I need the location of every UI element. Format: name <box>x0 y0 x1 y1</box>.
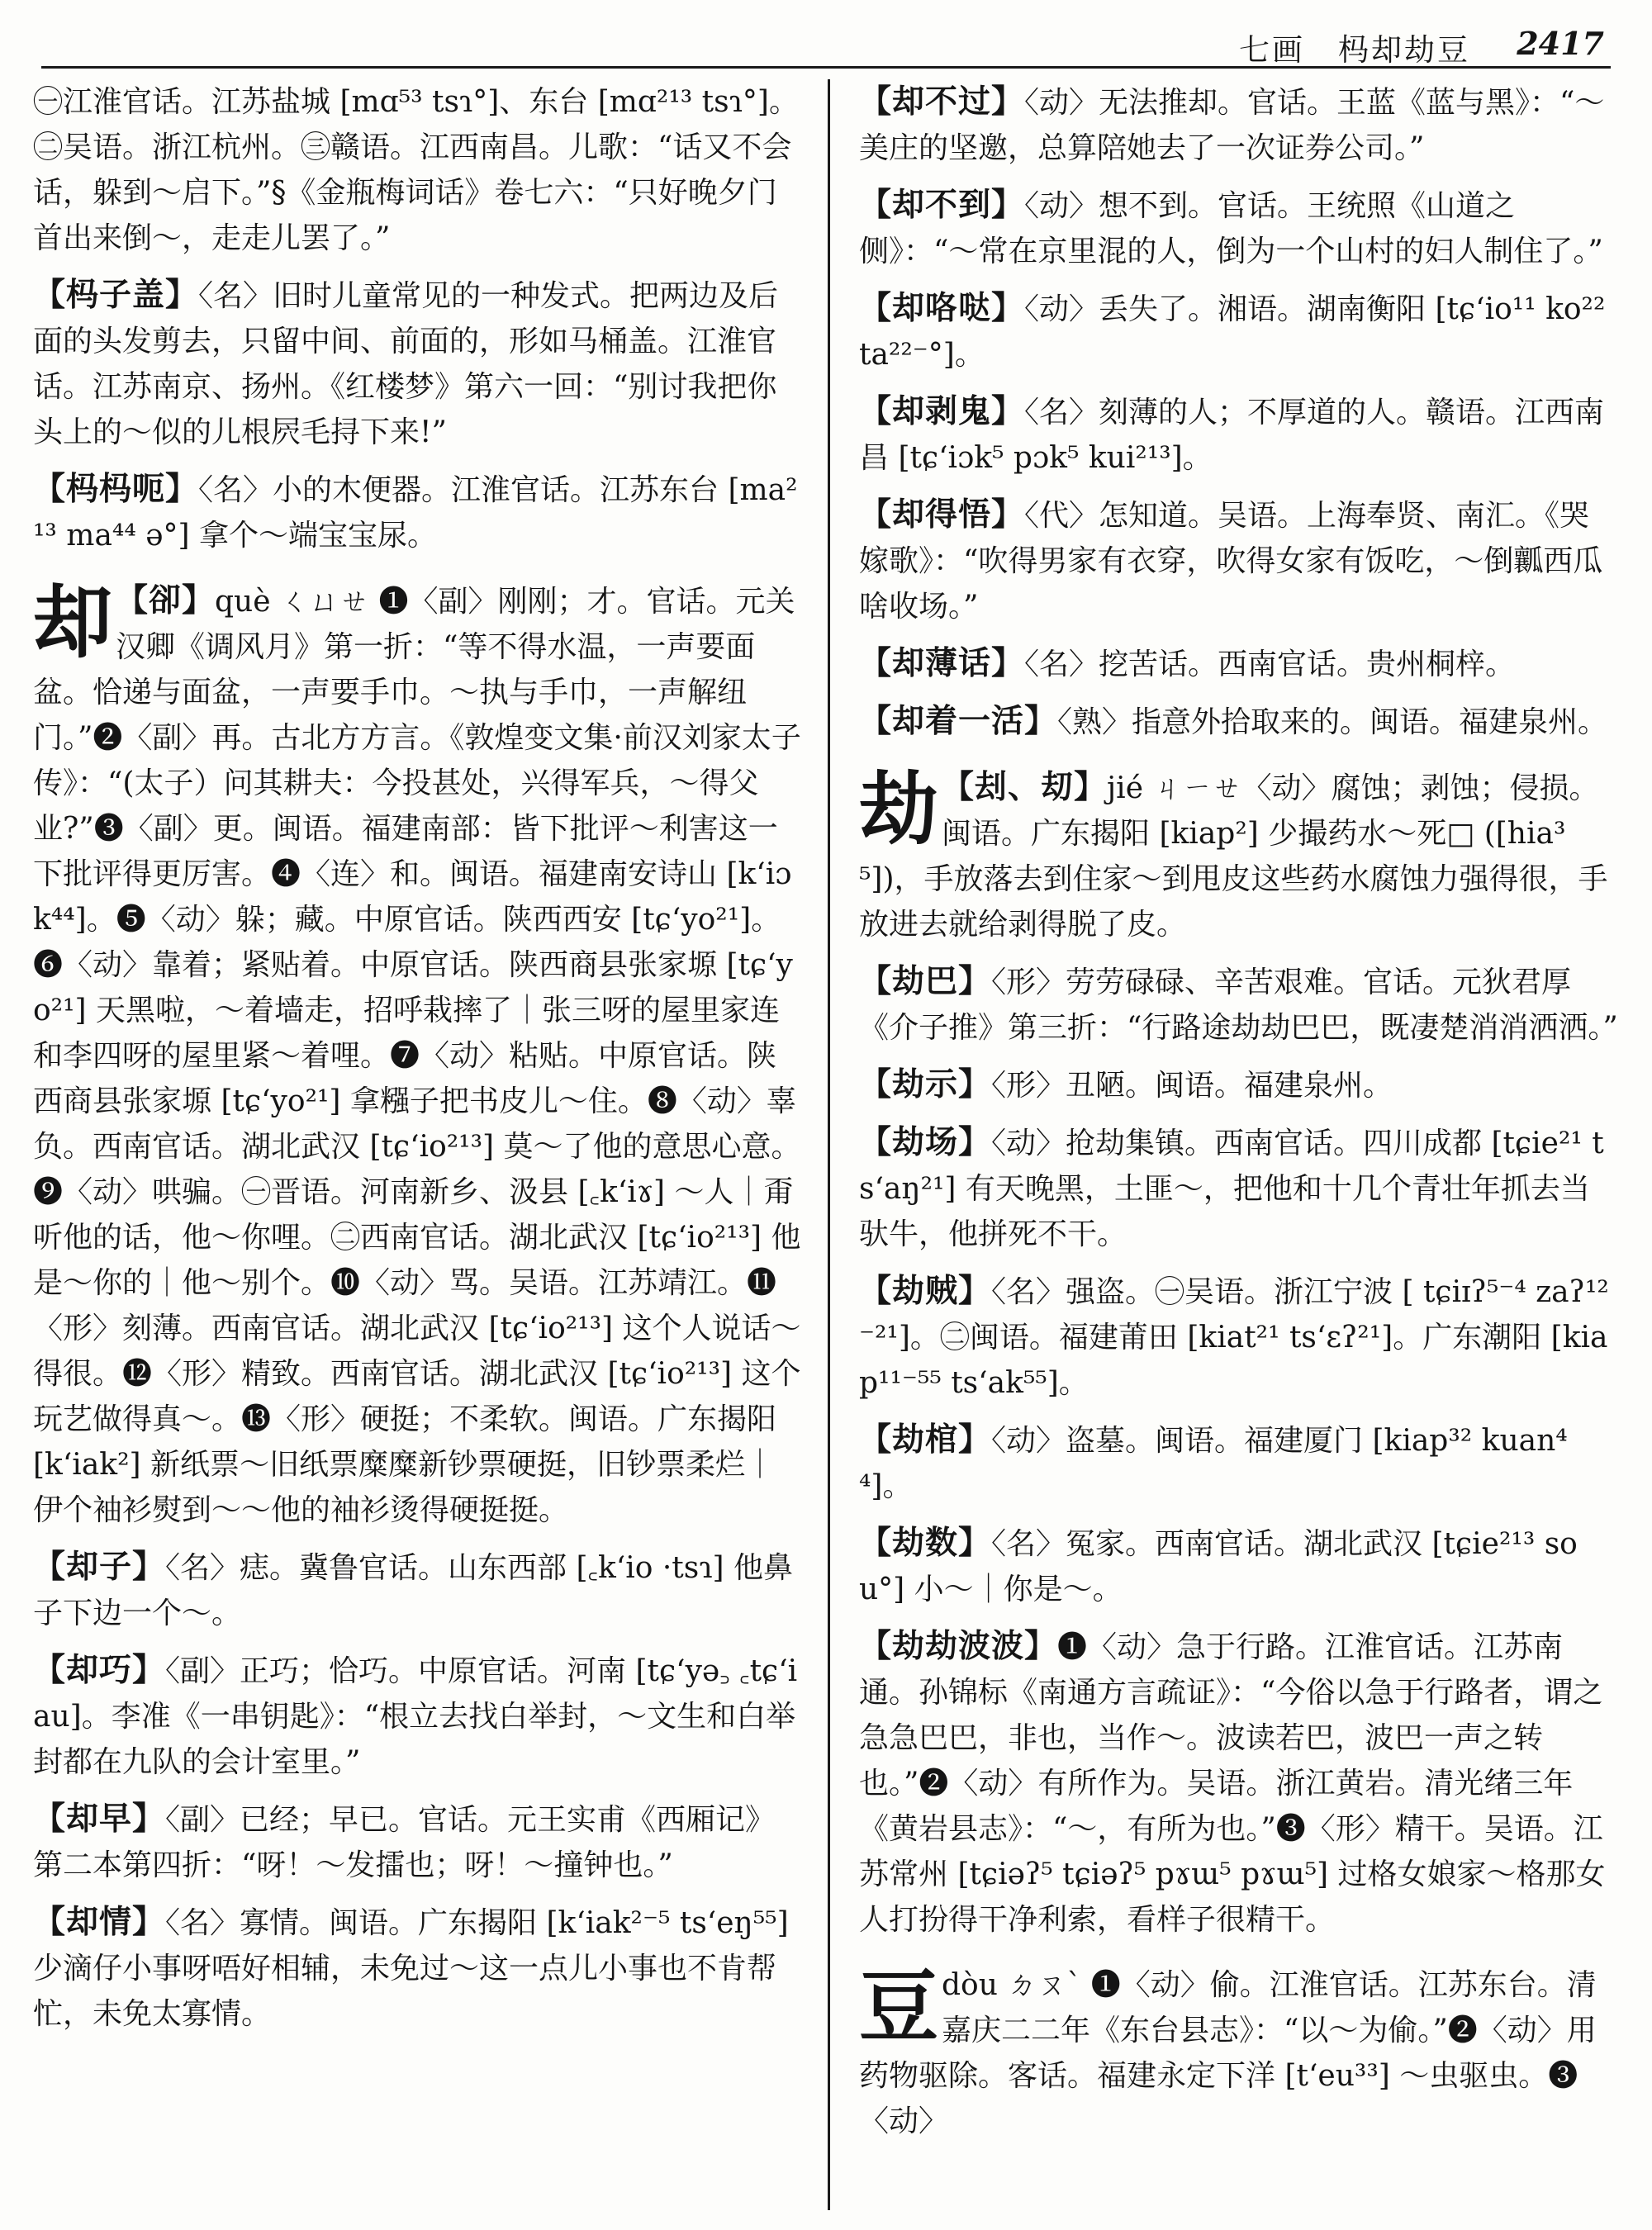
main-character: 劫 <box>859 762 938 856</box>
entry-definition: ❶〈动〉急于行路。江淮官话。江苏南通。孙锦标《南通方言疏证》：“今俗以急于行路者，谓之急急巴巴，非也，当作～。波读若巴，波巴一声之转也。”❷〈动〉有所作为。吴语。浙江黄岩。清光绪三年《黄岩县志》：“～，有所为也。”❸〈形〉精干。吴语。江苏常州 [tɕiəʔ⁵ tɕiəʔ⁵ pɤɯ⁵ pɤɯ⁵] 过格女娘家～格那女人打扮得干净利索，看样子很精干。 <box>859 1630 1606 1937</box>
entry-definition: 〈名〉刻薄的人；不厚道的人。赣语。江西南昌 [tɕ‘iɔk⁵ pɔk⁵ kui²¹³]。 <box>859 396 1605 475</box>
entry-definition: 〈副〉正巧；恰巧。中原官话。河南 [tɕ‘yə꜆ ꜀tɕ‘iau]。李准《一串钥匙》：“根立去找白举封，～文生和白举封都在九队的会计室里。” <box>33 1654 798 1779</box>
dictionary-entry <box>859 641 1619 687</box>
entry-definition: 〈动〉无法推却。官话。王蓝《蓝与黑》：“～美庄的坚邀，总算陪她去了一次证券公司。” <box>859 86 1605 165</box>
entry-headword: 【却情】 <box>33 1903 166 1941</box>
entry-headword: 【却子】 <box>33 1548 166 1586</box>
dictionary-entry <box>33 1900 801 2037</box>
entry-headword: 【却早】 <box>33 1800 166 1838</box>
main-entry <box>33 578 801 1533</box>
main-character: 却 <box>33 576 112 669</box>
right-column <box>859 79 1619 2217</box>
entry-definition: 〈名〉寡情。闽语。广东揭阳 [k‘iak²⁻⁵ ts‘eŋ⁵⁵] 少滴仔小事呀唔好相辅，未免过～这一点儿小事也不肯帮忙，未免太寡情。 <box>33 1906 789 2031</box>
dictionary-entry <box>33 1648 801 1785</box>
entry-definition: 〈形〉劳劳碌碌、辛苦艰难。官话。元狄君厚《介子推》第三折：“行路途劫劫巴巴，既凄楚消消洒洒。” <box>859 966 1618 1045</box>
column-divider <box>828 79 830 2210</box>
entry-headword: 【劫示】 <box>859 1065 992 1103</box>
entry-definition: 〈动〉丢失了。湘语。湖南衡阳 [tɕ‘io¹¹ ko²² ta²²⁻°]。 <box>859 292 1606 372</box>
entry-definition: 〈熟〉指意外拾取来的。闽语。福建泉州。 <box>1057 705 1608 739</box>
entry-definition: ㊀江淮官话。江苏盐城 [mɑ⁵³ tsɿ°]、东台 [mɑ²¹³ tsɿ°]。㊁吴语。浙江杭州。㊂赣语。江西南昌。儿歌：“话又不会话，躲到～启下。”§《金瓶梅词话》卷七六：“只好晚夕门首出来倒～，走走儿罢了。” <box>33 85 799 255</box>
entry-definition: 〈名〉痣。冀鲁官话。山东西部 [꜀k‘io ·tsɿ] 他鼻子下边一个～。 <box>33 1551 794 1630</box>
entry-headword: 【劫数】 <box>859 1524 992 1562</box>
dictionary-entry <box>859 389 1619 481</box>
entry-definition: 〈名〉冤家。西南官话。湖北武汉 [tɕie²¹³ sou°] 小～｜你是～。 <box>859 1527 1578 1606</box>
page-header <box>41 23 1611 69</box>
dictionary-entry <box>33 79 801 261</box>
entry-headword: 【劫劫波波】 <box>859 1627 1058 1665</box>
dictionary-entry <box>859 1624 1619 1943</box>
dictionary-entry <box>859 492 1619 629</box>
entry-headword: 【卻】 <box>116 581 216 619</box>
entry-definition: jié ㄐㄧㄝ〈动〉腐蚀；剥蚀；侵损。闽语。广东揭阳 [kiap²] 少撮药水～死□ ([hia³⁵])，手放落去到住家～到甩皮这些药水腐蚀力强得很，手放进去就给剥得脱了皮。 <box>859 771 1608 942</box>
entry-headword: 【劫场】 <box>859 1123 992 1161</box>
entry-definition: 〈名〉强盗。㊀吴语。浙江宁波 [ tɕiɪʔ⁵⁻⁴ zaʔ¹²⁻²¹]。㊁闽语。福建莆田 [kiat²¹ ts‘ɛʔ²¹]。广东潮阳 [kiap¹¹⁻⁵⁵ ts‘ak⁵⁵]。 <box>859 1275 1609 1400</box>
dictionary-entry <box>859 183 1619 274</box>
dictionary-entry <box>859 959 1619 1051</box>
entry-headword: 【却得悟】 <box>859 496 1025 534</box>
running-title: 七画 杩却劫豆 <box>1239 32 1470 68</box>
dictionary-entry <box>859 286 1619 377</box>
entry-headword: 【劫棺】 <box>859 1421 992 1459</box>
dictionary-entry <box>859 699 1619 745</box>
entry-headword: 【却不到】 <box>859 186 1025 224</box>
entry-headword: 【却巧】 <box>33 1651 166 1689</box>
entry-definition: què ㄑㄩㄝ ❶〈副〉刚刚；才。官话。元关汉卿《调风月》第一折：“等不得水温，一声要面盆。恰递与面盆，一声要手巾。～执与手巾，一声解纽门。”❷〈副〉再。古北方方言。《敦煌变文集·前汉刘家太子传》：“(太子）问其耕夫：今投甚处，兴得军兵，～得父业?”❸〈副〉更。闽语。福建南部：皆下批评～利害这一下批评得更厉害。❹〈连〉和。闽语。福建南安诗山 [k‘iɔk⁴⁴]。❺〈动〉躲；藏。中原官话。陕西西安 [tɕ‘yo²¹]。❻〈动〉靠着；紧贴着。中原官话。陕西商县张家塬 [tɕ‘yo²¹] 天黑啦，～着墙走，招呼栽摔了｜张三呀的屋里家连和李四呀的屋里紧～着哩。❼〈动〉粘贴。中原官话。陕西商县张家塬 [tɕ‘yo²¹] 拿糨子把书皮儿～住。❽〈动〉辜负。西南官话。湖北武汉 [tɕ‘io²¹³] 莫～了他的意思心意。❾〈动〉哄骗。㊀晋语。河南新乡、汲县 [꜀k‘iɤ] ～人｜甭听他的话，他～你哩。㊁西南官话。湖北武汉 [tɕ‘io²¹³] 他是～你的｜他～别个。❿〈动〉骂。吴语。江苏靖江。⓫〈形〉刻薄。西南官话。湖北武汉 [tɕ‘io²¹³] 这个人说话～得很。⓬〈形〉精致。西南官话。湖北武汉 [tɕ‘io²¹³] 这个玩艺做得真～。⓭〈形〉硬挺；不柔软。闽语。广东揭阳 [k‘iak²] 新纸票～旧纸票糜糜新钞票硬挺，旧钞票柔烂｜伊个袖衫熨到～～他的袖衫烫得硬挺挺。 <box>33 585 801 1527</box>
dictionary-entry <box>859 1062 1619 1108</box>
dictionary-entry <box>859 1269 1619 1406</box>
entry-definition: 〈名〉小的木便器。江淮官话。江苏东台 [ma²¹³ ma⁴⁴ ə°] 拿个～端宝宝尿。 <box>33 473 798 553</box>
main-entry <box>859 1962 1619 2144</box>
entry-headword: 【却咯哒】 <box>859 289 1025 327</box>
page-number: 2417 <box>1517 25 1604 62</box>
entry-definition: 〈代〉怎知道。吴语。上海奉贤、南汇。《哭嫁歌》：“吹得男家有衣穿，吹得女家有饭吃，～倒瓤西瓜啥收场。” <box>859 499 1603 624</box>
entry-definition: 〈动〉想不到。官话。王统照《山道之侧》：“～常在京里混的人，倒为一个山村的妇人制住了。” <box>859 189 1603 268</box>
entry-headword: 【却着一活】 <box>859 702 1058 740</box>
entry-headword: 【却剥鬼】 <box>859 392 1025 430</box>
entry-definition: 〈形〉丑陋。闽语。福建泉州。 <box>991 1069 1393 1103</box>
entry-headword: 【刦、刧】 <box>942 768 1108 806</box>
dictionary-entry <box>859 1417 1619 1509</box>
entry-definition: 〈名〉旧时儿童常见的一种发式。把两边及后面的头发剪去，只留中间、前面的，形如马桶盖。江淮官话。江苏南京、扬州。《红楼梦》第六一回：“别讨我把你头上的～似的儿根屄毛挦下来!” <box>33 279 779 449</box>
dictionary-entry <box>33 273 801 455</box>
entry-definition: 〈名〉挖苦话。西南官话。贵州桐梓。 <box>1024 648 1516 681</box>
entry-headword: 【却不过】 <box>859 83 1025 121</box>
entry-headword: 【杩子盖】 <box>33 276 199 314</box>
dictionary-entry <box>33 467 801 558</box>
main-character: 豆 <box>859 1960 938 2053</box>
entry-headword: 【却薄话】 <box>859 644 1025 682</box>
left-column <box>33 79 801 2217</box>
dictionary-entry <box>33 1796 801 1888</box>
entry-definition: 〈动〉盗墓。闽语。福建厦门 [kiap³² kuan⁴⁴]。 <box>859 1424 1568 1503</box>
dictionary-entry <box>859 79 1619 171</box>
entry-definition: 〈动〉抢劫集镇。西南官话。四川成都 [tɕie²¹ ts‘aŋ²¹] 有天晚黑，土匪～，把他和十几个青壮年抓去当驮牛，他拼死不干。 <box>859 1127 1604 1251</box>
entry-definition: 〈副〉已经；早已。官话。元王实甫《西厢记》第二本第四折：“呀！～发擂也；呀！～撞钟也。” <box>33 1803 776 1882</box>
entry-definition: dòu ㄉㄡˋ ❶〈动〉偷。江淮官话。江苏东台。清嘉庆二二年《东台县志》：“以～为偷。”❷〈动〉用药物驱除。客话。福建永定下洋 [t‘eu³³] ～虫驱虫。❸〈动〉 <box>859 1968 1597 2138</box>
entry-headword: 【劫贼】 <box>859 1272 992 1310</box>
dictionary-entry <box>859 1521 1619 1612</box>
main-entry <box>859 762 1619 947</box>
dictionary-entry <box>859 1120 1619 1257</box>
entry-headword: 【杩杩呃】 <box>33 470 199 508</box>
entry-headword: 【劫巴】 <box>859 962 992 1000</box>
dictionary-entry <box>33 1544 801 1636</box>
